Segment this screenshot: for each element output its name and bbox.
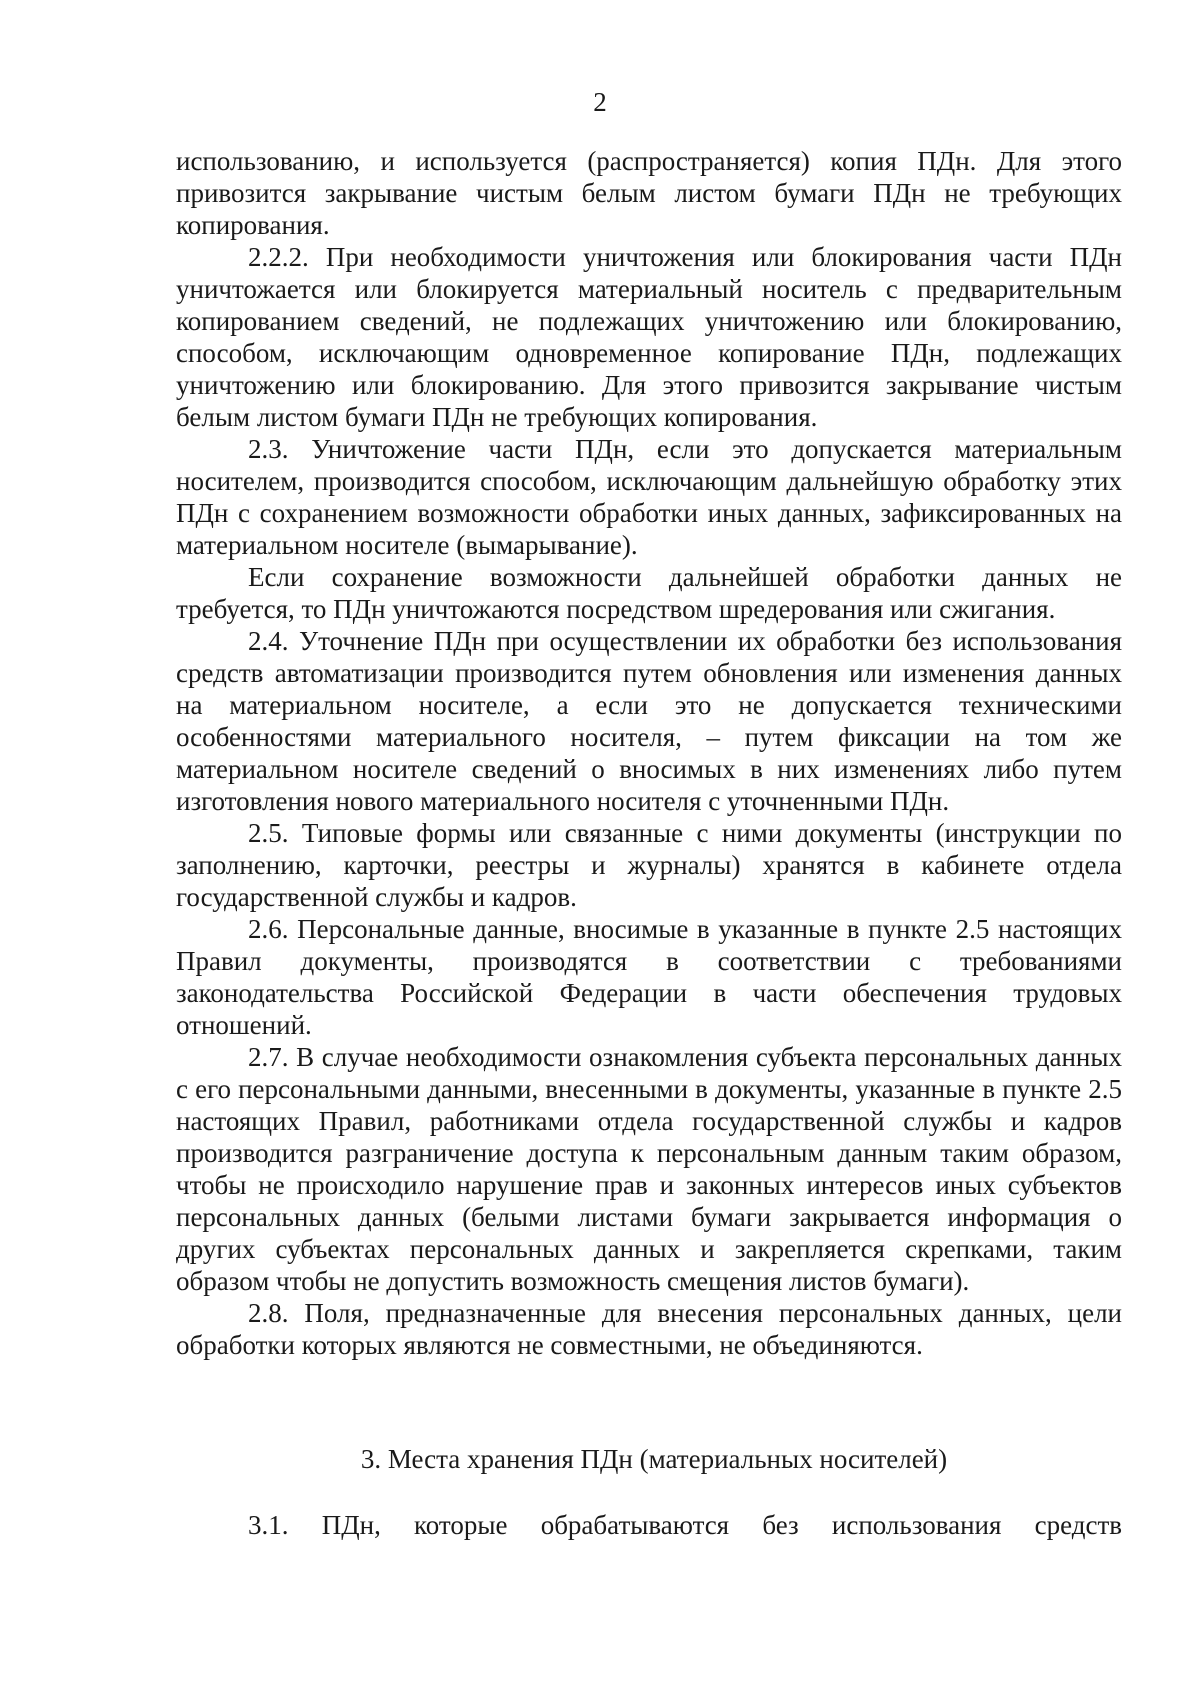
paragraph-2-6: 2.6. Персональные данные, вносимые в указанные в пункте 2.5 настоящих Правил документы, производятся в соответствии с требованиями законодательства Российской Федерации в части обеспечения трудовых отношений. [176, 914, 1122, 1040]
section-3-heading: 3. Места хранения ПДн (материальных носителей) [360, 1444, 948, 1474]
document-body [176, 145, 1122, 1541]
paragraph-2-3: 2.3. Уничтожение части ПДн, если это допускается материальным носителем, производится способом, исключающим дальнейшую обработку этих ПДн с сохранением возможности обработки иных данных, зафиксированных на материальном носителе (вымарывание). [176, 434, 1122, 560]
paragraph-3-1: 3.1. ПДн, которые обрабатываются без использования средств [248, 1510, 1122, 1540]
paragraph-2-4: 2.4. Уточнение ПДн при осуществлении их обработки без использования средств автоматизации производится путем обновления или изменения данных на материальном носителе, а если это не допускается техническими особенностями материального носителя, – путем фиксации на том же материальном носителе сведений о вносимых в них изменениях либо путем изготовления нового материального носителя с уточненными ПДн. [176, 626, 1122, 816]
page-number: 2 [593, 87, 607, 117]
paragraph-2-7: 2.7. В случае необходимости ознакомления субъекта персональных данных с его персональными данными, внесенными в документы, указанные в пункте 2.5 настоящих Правил, работниками отдела государственной службы и кадров производится разграничение доступа к персональным данным таким образом, чтобы не происходило нарушение прав и законных интересов иных субъектов персональных данных (белыми листами бумаги закрывается информация о других субъектах персональных данных и закрепляется скрепками, таким образом чтобы не допустить возможность смещения листов бумаги). [176, 1042, 1122, 1296]
paragraph-2-5: 2.5. Типовые формы или связанные с ними документы (инструкции по заполнению, карточки, реестры и журналы) хранятся в кабинете отдела государственной службы и кадров. [176, 818, 1122, 912]
paragraph-2-3-note: Если сохранение возможности дальнейшей обработки данных не требуется, то ПДн уничтожаются посредством шредерования или сжигания. [176, 562, 1122, 624]
paragraph-2-2-2: 2.2.2. При необходимости уничтожения или блокирования части ПДн уничтожается или блокируется материальный носитель с предварительным копированием сведений, не подлежащих уничтожению или блокированию, способом, исключающим одновременное копирование ПДн, подлежащих уничтожению или блокированию. Для этого привозится закрывание чистым белым листом бумаги ПДн не требующих копирования. [176, 242, 1122, 432]
paragraph-2-8: 2.8. Поля, предназначенные для внесения персональных данных, цели обработки которых являются не совместными, не объединяются. [176, 1298, 1122, 1360]
paragraph-continuation: использованию, и используется (распространяется) копия ПДн. Для этого привозится закрывание чистым белым листом бумаги ПДн не требующих копирования. [176, 146, 1122, 240]
